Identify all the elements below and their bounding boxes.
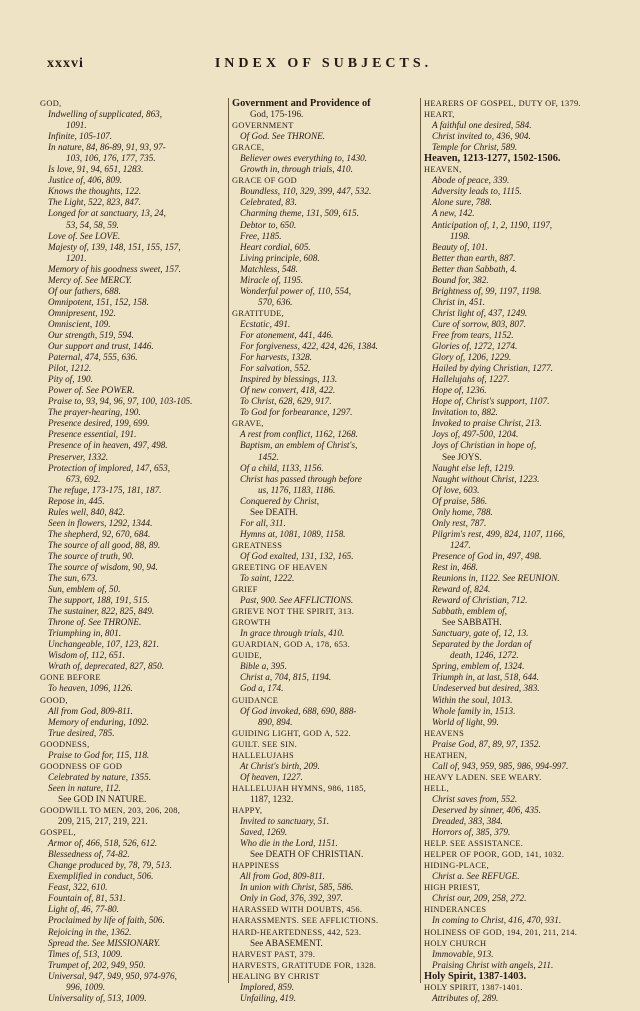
index-entry: 1201. — [66, 252, 87, 263]
index-entry: Of God. See THRONE. — [240, 131, 325, 142]
index-entry: The sustainer, 822, 825, 849. — [48, 606, 155, 617]
index-entry: The source of wisdom, 90, 94. — [48, 561, 158, 572]
index-heading: Holy Spirit, 1387-1403. — [424, 970, 527, 982]
index-heading: HAPPY, — [232, 806, 263, 815]
index-entry: Memory of enduring, 1092. — [48, 716, 149, 727]
index-entry: Beauty of, 101. — [432, 241, 488, 252]
index-entry: The shepherd, 92, 670, 684. — [48, 528, 151, 539]
index-entry: The refuge, 173-175, 181, 187. — [48, 484, 162, 495]
index-heading: HINDERANCES — [424, 905, 487, 915]
index-entry: See SABBATH. — [442, 617, 502, 628]
index-entry: Hymns at, 1081, 1089, 1158. — [240, 528, 346, 539]
index-entry: The Light, 522, 823, 847. — [48, 197, 141, 208]
index-entry: Pilot, 1212. — [48, 363, 92, 374]
index-entry: Trumpet of, 202, 949, 950. — [48, 959, 146, 970]
index-entry: Wonderful power of, 110, 554, — [240, 285, 352, 296]
index-entry: Is love, 91, 94, 651, 1283. — [48, 164, 144, 175]
index-entry: Paternal, 474, 555, 636. — [48, 352, 138, 363]
index-entry: Triumphing in, 801. — [48, 628, 122, 639]
index-entry: Attributes of, 289. — [432, 992, 499, 1003]
index-entry: us, 1176, 1183, 1186. — [258, 484, 336, 495]
index-column-3 — [424, 98, 620, 1004]
index-entry: Bible a, 395. — [240, 661, 287, 672]
index-entry: Saved, 1269. — [240, 827, 288, 838]
index-heading: HARD-HEARTEDNESS, 442, 523. — [232, 927, 362, 937]
index-entry: Blessedness of, 74-82. — [48, 849, 130, 860]
index-heading: HAPPINESS — [232, 861, 280, 871]
index-entry: Implored, 859. — [240, 981, 295, 992]
index-entry: Armor of, 466, 518, 526, 612. — [48, 838, 158, 849]
index-entry: Of a child, 1133, 1156. — [240, 462, 324, 473]
index-entry: death, 1246, 1272. — [450, 650, 519, 661]
index-entry: Power of. See POWER. — [48, 385, 135, 396]
index-heading: GRACE, — [232, 143, 265, 153]
index-entry: For harvests, 1328. — [240, 352, 312, 363]
index-entry: Immovable, 913. — [432, 948, 494, 959]
index-entry: Call of, 943, 959, 985, 986, 994-997. — [432, 760, 569, 771]
index-entry: All from God, 809-811. — [240, 871, 325, 882]
index-heading: HELL, — [424, 783, 449, 793]
index-entry: Naught else left, 1219. — [432, 462, 515, 473]
index-entry: Glories of, 1272, 1274. — [432, 341, 518, 352]
index-entry: Seen in nature, 112. — [48, 782, 121, 793]
index-entry: Rejoicing in the, 1362. — [48, 926, 132, 937]
index-entry: Change produced by, 78, 79, 513. — [48, 860, 172, 871]
index-entry: Feast, 322, 610. — [48, 882, 108, 893]
index-heading: GRIEVE NOT THE SPIRIT, 313. — [232, 607, 355, 617]
index-entry: Hope of, Christ's support, 1107. — [432, 396, 550, 407]
index-heading: HEART, — [424, 110, 455, 120]
index-heading: HARVEST PAST, 379. — [232, 949, 316, 959]
index-columns — [0, 98, 640, 1003]
index-heading: HEAVENS — [424, 728, 465, 738]
index-entry: Reward of Christian, 712. — [432, 595, 528, 606]
index-heading: HELP. SEE ASSISTANCE. — [424, 839, 524, 849]
index-entry: A faithful one desired, 584. — [432, 120, 532, 131]
index-entry: 1452. — [258, 451, 279, 462]
index-entry: Glory of, 1206, 1229. — [432, 352, 512, 363]
index-entry: Light of, 46, 77-80. — [48, 904, 119, 915]
index-entry: Spring, emblem of, 1324. — [432, 661, 525, 672]
index-entry: Throne of. See THRONE. — [48, 617, 142, 628]
index-entry: Celebrated by nature, 1355. — [48, 771, 152, 782]
index-entry: For forgiveness, 422, 424, 426, 1384. — [240, 341, 378, 352]
index-entry: Of love, 603. — [432, 484, 480, 495]
index-entry: Mercy of. See MERCY. — [48, 274, 132, 285]
index-heading: GOVERNMENT — [232, 121, 294, 131]
index-entry: Christ saves from, 552. — [432, 793, 518, 804]
index-entry: Charming theme, 131, 509, 615. — [240, 208, 359, 219]
index-entry: To Christ, 628, 629, 917. — [240, 396, 332, 407]
index-entry: See ABASEMENT. — [250, 937, 323, 948]
index-heading: HALLELUJAH HYMNS, 986, 1185, — [232, 783, 367, 793]
index-entry: Pity of, 190. — [48, 374, 93, 385]
index-entry: Unfailing, 419. — [240, 992, 296, 1003]
index-entry: The source of truth, 90. — [48, 550, 134, 561]
index-entry: Indwelling of supplicated, 863, — [48, 109, 163, 120]
index-entry: Joys of, 497-500, 1204. — [432, 429, 519, 440]
index-heading: HOLY CHURCH — [424, 938, 487, 948]
index-entry: See DEATH OF CHRISTIAN. — [250, 849, 364, 860]
index-entry: Celebrated, 83. — [240, 197, 297, 208]
index-entry: Invitation to, 882. — [432, 407, 498, 418]
index-entry: Spread the. See MISSIONARY. — [48, 937, 161, 948]
index-heading: HEAVY LADEN. SEE WEARY. — [424, 772, 542, 782]
index-entry: Wrath of, deprecated, 827, 850. — [48, 661, 165, 672]
index-entry: Of praise, 586. — [432, 495, 488, 506]
index-entry: God a, 174. — [240, 683, 284, 694]
index-heading: HELPER OF POOR, GOD, 141, 1032. — [424, 850, 565, 860]
index-entry: Rules well, 840, 842. — [48, 506, 126, 517]
index-entry: Christ invited to, 436, 904. — [432, 131, 531, 142]
index-entry: Fountain of, 81, 531. — [48, 893, 126, 904]
index-entry: Past, 900. See AFFLICTIONS. — [240, 595, 354, 606]
index-entry: Times of, 513, 1009. — [48, 948, 123, 959]
running-head — [47, 56, 600, 74]
index-entry: Presence desired, 199, 699. — [48, 418, 150, 429]
index-entry: All from God, 809-811. — [48, 705, 133, 716]
index-entry: Brightness of, 99, 1197, 1198. — [432, 285, 542, 296]
index-heading: GONE BEFORE — [40, 673, 101, 683]
page-number: xxxvi — [47, 56, 84, 71]
index-entry: At Christ's birth, 209. — [240, 760, 320, 771]
index-entry: For atonement, 441, 446. — [240, 329, 334, 340]
index-entry: The sun, 673. — [48, 573, 98, 584]
index-entry: 53, 54, 58, 59. — [66, 219, 119, 230]
index-entry: Miracle of, 1195. — [240, 274, 304, 285]
index-entry: Dreaded, 383, 384. — [432, 816, 503, 827]
index-entry: Of new convert, 418, 422. — [240, 385, 336, 396]
index-entry: Naught without Christ, 1223. — [432, 473, 540, 484]
index-entry: Unchangeable, 107, 123, 821. — [48, 639, 159, 650]
index-entry: 209, 215, 217, 219, 221. — [58, 816, 148, 827]
index-entry: Baptism, an emblem of Christ's, — [240, 440, 358, 451]
index-entry: Knows the thoughts, 122. — [48, 186, 142, 197]
index-entry: Free, 1185. — [240, 230, 282, 241]
index-entry: Wisdom of, 112, 651. — [48, 650, 125, 661]
index-entry: Alone sure, 788. — [432, 197, 492, 208]
index-heading: HEALING BY CHRIST — [232, 971, 320, 981]
index-entry: Bound for, 382. — [432, 274, 489, 285]
index-entry: Repose in, 445. — [48, 495, 105, 506]
index-entry: Reunions in, 1122. See REUNION. — [432, 573, 560, 584]
index-entry: Of our fathers, 688. — [48, 285, 121, 296]
index-heading: HALLELUJAHS — [232, 750, 294, 760]
index-entry: Free from tears, 1152. — [432, 329, 514, 340]
index-entry: 996, 1009. — [66, 981, 106, 992]
index-heading: GROWTH — [232, 618, 271, 628]
index-heading: GRAVE, — [232, 419, 264, 429]
index-entry: 1247. — [450, 539, 471, 550]
index-heading: HEARERS OF GOSPEL, DUTY OF, 1379. — [424, 99, 581, 108]
index-heading: GOODNESS OF GOD — [40, 761, 123, 771]
index-heading: Government and Providence of — [232, 98, 371, 109]
index-entry: Omniscient, 109. — [48, 318, 111, 329]
index-entry: Hallelujahs of, 1227. — [432, 374, 510, 385]
index-entry: See DEATH. — [250, 506, 298, 517]
index-entry: Christ light of, 437, 1249. — [432, 307, 528, 318]
index-heading: GREETING OF HEAVEN — [232, 562, 328, 572]
index-entry: Heart cordial, 605. — [240, 241, 311, 252]
index-entry: Abode of peace, 339. — [432, 175, 510, 186]
index-entry: Invoked to praise Christ, 213. — [432, 418, 542, 429]
index-heading: GUIDING LIGHT, GOD A, 522. — [232, 728, 352, 738]
index-heading: HEATHEN, — [424, 750, 468, 760]
index-entry: Conquered by Christ, — [240, 495, 320, 506]
index-heading: GOSPEL, — [40, 828, 76, 838]
index-entry: Reward of, 824. — [432, 584, 491, 595]
index-heading: HEAVEN, — [424, 165, 462, 175]
index-entry: 890, 894. — [258, 716, 293, 727]
index-entry: Christ has passed through before — [240, 473, 362, 484]
index-heading: HOLINESS OF GOD, 194, 201, 211, 214. — [424, 927, 578, 937]
index-entry: Triumph in, at last, 518, 644. — [432, 672, 539, 683]
index-entry: In coming to Christ, 416, 470, 931. — [432, 915, 562, 926]
index-entry: Christ our, 209, 258, 272. — [432, 893, 527, 904]
index-entry: Adversity leads to, 1115. — [432, 186, 522, 197]
index-entry: The support, 188, 191, 515. — [48, 595, 150, 606]
index-entry: Of heaven, 1227. — [240, 771, 303, 782]
index-entry: To heaven, 1096, 1126. — [48, 683, 133, 694]
index-entry: Believer owes everything to, 1430. — [240, 153, 368, 164]
index-entry: Presence essential, 191. — [48, 429, 137, 440]
index-entry: Protection of implored, 147, 653, — [48, 462, 171, 473]
index-entry: Praising Christ with angels, 211. — [432, 959, 554, 970]
index-entry: Presence of in heaven, 497, 498. — [48, 440, 168, 451]
index-entry: Infinite, 105-107. — [48, 131, 113, 142]
index-entry: Praise God, 87, 89, 97, 1352. — [432, 738, 541, 749]
index-heading: GUIDE, — [232, 651, 262, 661]
index-heading: GUILT. SEE SIN. — [232, 739, 297, 749]
index-entry: A rest from conflict, 1162, 1268. — [240, 429, 358, 440]
index-entry: See JOYS. — [442, 451, 482, 462]
index-heading: GRATITUDE, — [232, 308, 285, 318]
index-entry: Universality of, 513, 1009. — [48, 992, 147, 1003]
index-heading: HARVESTS, GRATITUDE FOR, 1328. — [232, 960, 377, 970]
index-entry: Our support and trust, 1446. — [48, 341, 154, 352]
index-entry: Ecstatic, 491. — [240, 318, 291, 329]
index-entry: Only rest, 787. — [432, 517, 487, 528]
index-entry: See GOD IN NATURE. — [58, 793, 147, 804]
index-heading: GRACE OF GOD — [232, 176, 298, 186]
index-entry: Majesty of, 139, 148, 151, 155, 157, — [48, 241, 181, 252]
index-entry: Omnipresent, 192. — [48, 307, 116, 318]
index-entry: To saint, 1222. — [240, 573, 295, 584]
index-entry: Praise to, 93, 94, 96, 97, 100, 103-105. — [48, 396, 193, 407]
index-entry: Growth in, through trials, 410. — [240, 164, 353, 175]
index-entry: Christ in, 451. — [432, 296, 486, 307]
index-entry: 103, 106, 176, 177, 735. — [66, 153, 156, 164]
index-entry: A new, 142. — [432, 208, 475, 219]
index-entry: Living principle, 608. — [240, 252, 320, 263]
index-entry: Of God invoked, 688, 690, 888- — [240, 705, 357, 716]
index-entry: Undeserved but desired, 383. — [432, 683, 540, 694]
index-entry: Love of. See LOVE. — [48, 230, 121, 241]
index-entry: Proclaimed by life of faith, 506. — [48, 915, 165, 926]
index-entry: In nature, 84, 86-89, 91, 93, 97- — [48, 142, 166, 153]
index-entry: In grace through trials, 410. — [240, 628, 345, 639]
index-entry: To God for forbearance, 1297. — [240, 407, 353, 418]
index-heading: GRIEF — [232, 585, 258, 595]
index-entry: Within the soul, 1013. — [432, 694, 513, 705]
index-entry: Separated by the Jordan of — [432, 639, 532, 650]
index-entry: Christ a. See REFUGE. — [432, 871, 520, 882]
index-entry: True desired, 785. — [48, 727, 115, 738]
index-entry: Praise to God for, 115, 118. — [48, 749, 150, 760]
index-entry: The source of all good, 88, 89. — [48, 539, 161, 550]
index-entry: Exemplified in conduct, 506. — [48, 871, 154, 882]
index-entry: Deserved by sinner, 406, 435. — [432, 805, 541, 815]
index-entry: Hailed by dying Christian, 1277. — [432, 363, 553, 374]
index-entry: Our strength, 519, 594. — [48, 329, 134, 340]
index-entry: Rest in, 468. — [432, 561, 478, 572]
index-entry: Matchless, 548. — [240, 263, 298, 274]
index-entry: Joys of Christian in hope of, — [432, 440, 537, 451]
index-entry: 570, 636. — [258, 296, 293, 307]
index-entry: Cure of sorrow, 803, 807. — [432, 318, 526, 329]
index-entry: Inspired by blessings, 113. — [240, 374, 338, 385]
index-entry: Seen in flowers, 1292, 1344. — [48, 517, 153, 528]
index-column-2 — [232, 98, 416, 1004]
index-heading: Heaven, 1213-1277, 1502-1506. — [424, 153, 561, 165]
index-entry: 1091. — [66, 120, 87, 131]
index-entry: Omnipotent, 151, 152, 158. — [48, 296, 149, 307]
index-entry: Only in God, 376, 392, 397. — [240, 893, 343, 904]
index-entry: Christ a, 704, 815, 1194. — [240, 672, 332, 683]
index-entry: The prayer-hearing, 190. — [48, 407, 141, 418]
index-entry: Sabbath, emblem of, — [432, 606, 508, 617]
index-entry: Longed for at sanctuary, 13, 24, — [48, 208, 166, 219]
index-entry: For all, 311. — [240, 517, 286, 528]
index-entry: Memory of his goodness sweet, 157. — [48, 263, 181, 274]
index-entry: In union with Christ, 585, 586. — [240, 882, 354, 893]
page-title: INDEX OF SUBJECTS. — [214, 56, 433, 71]
index-heading: GOD, — [40, 99, 62, 108]
index-entry: Anticipation of, 1, 2, 1190, 1197, — [432, 219, 553, 230]
index-entry: Boundless, 110, 329, 399, 447, 532. — [240, 186, 372, 197]
index-entry: World of light, 99. — [432, 716, 499, 727]
index-entry: Sanctuary, gate of, 12, 13. — [432, 628, 529, 639]
index-entry: Universal, 947, 949, 950, 974-976, — [48, 970, 177, 981]
index-entry: Sun, emblem of, 50. — [48, 584, 121, 595]
index-entry: Justice of, 406, 809. — [48, 175, 122, 186]
index-heading: GREATNESS — [232, 540, 283, 550]
index-entry: Only home, 788. — [432, 506, 493, 517]
index-entry: Hope of, 1236. — [432, 385, 487, 396]
index-entry: Pilgrim's rest, 499, 824, 1107, 1166, — [432, 528, 565, 539]
index-heading: GOOD, — [40, 695, 68, 705]
index-heading: HARASSED WITH DOUBTS, 456. — [232, 905, 363, 915]
index-entry: 1198. — [450, 230, 470, 241]
index-entry: 673, 692. — [66, 473, 101, 484]
index-heading: GOODNESS, — [40, 739, 90, 749]
index-entry: Whole family in, 1513. — [432, 705, 516, 716]
index-entry: Of God exalted, 131, 132, 165. — [240, 550, 354, 561]
index-entry: Who die in the Lord, 1151. — [240, 838, 338, 849]
index-entry: Preserver, 1332. — [48, 451, 109, 462]
index-entry: Better than earth, 887. — [432, 252, 516, 263]
index-entry: For salvation, 552. — [240, 363, 311, 374]
index-heading: GUIDANCE — [232, 695, 279, 705]
index-entry: Better than Sabbath, 4. — [432, 263, 517, 274]
index-entry: Invited to sanctuary, 51. — [240, 816, 330, 827]
index-entry: Debtor to, 650. — [240, 219, 297, 230]
index-entry: Presence of God in, 497, 498. — [432, 550, 542, 561]
index-heading: HARASSMENTS. SEE AFFLICTIONS. — [232, 916, 379, 926]
index-heading: HIDING-PLACE, — [424, 861, 490, 871]
index-column-1 — [40, 98, 222, 1004]
index-entry: God, 175-196. — [250, 109, 304, 120]
index-heading: HIGH PRIEST, — [424, 883, 481, 893]
index-heading: GOODWILL TO MEN, 203, 206, 208, — [40, 806, 181, 815]
index-entry: Temple for Christ, 589. — [432, 142, 518, 153]
index-entry: 1187, 1232. — [250, 793, 294, 804]
index-heading: HOLY SPIRIT, 1387-1401. — [424, 982, 523, 992]
index-entry: Horrors of, 385, 379. — [432, 827, 511, 838]
index-heading: GUARDIAN, GOD A, 178, 653. — [232, 640, 351, 650]
